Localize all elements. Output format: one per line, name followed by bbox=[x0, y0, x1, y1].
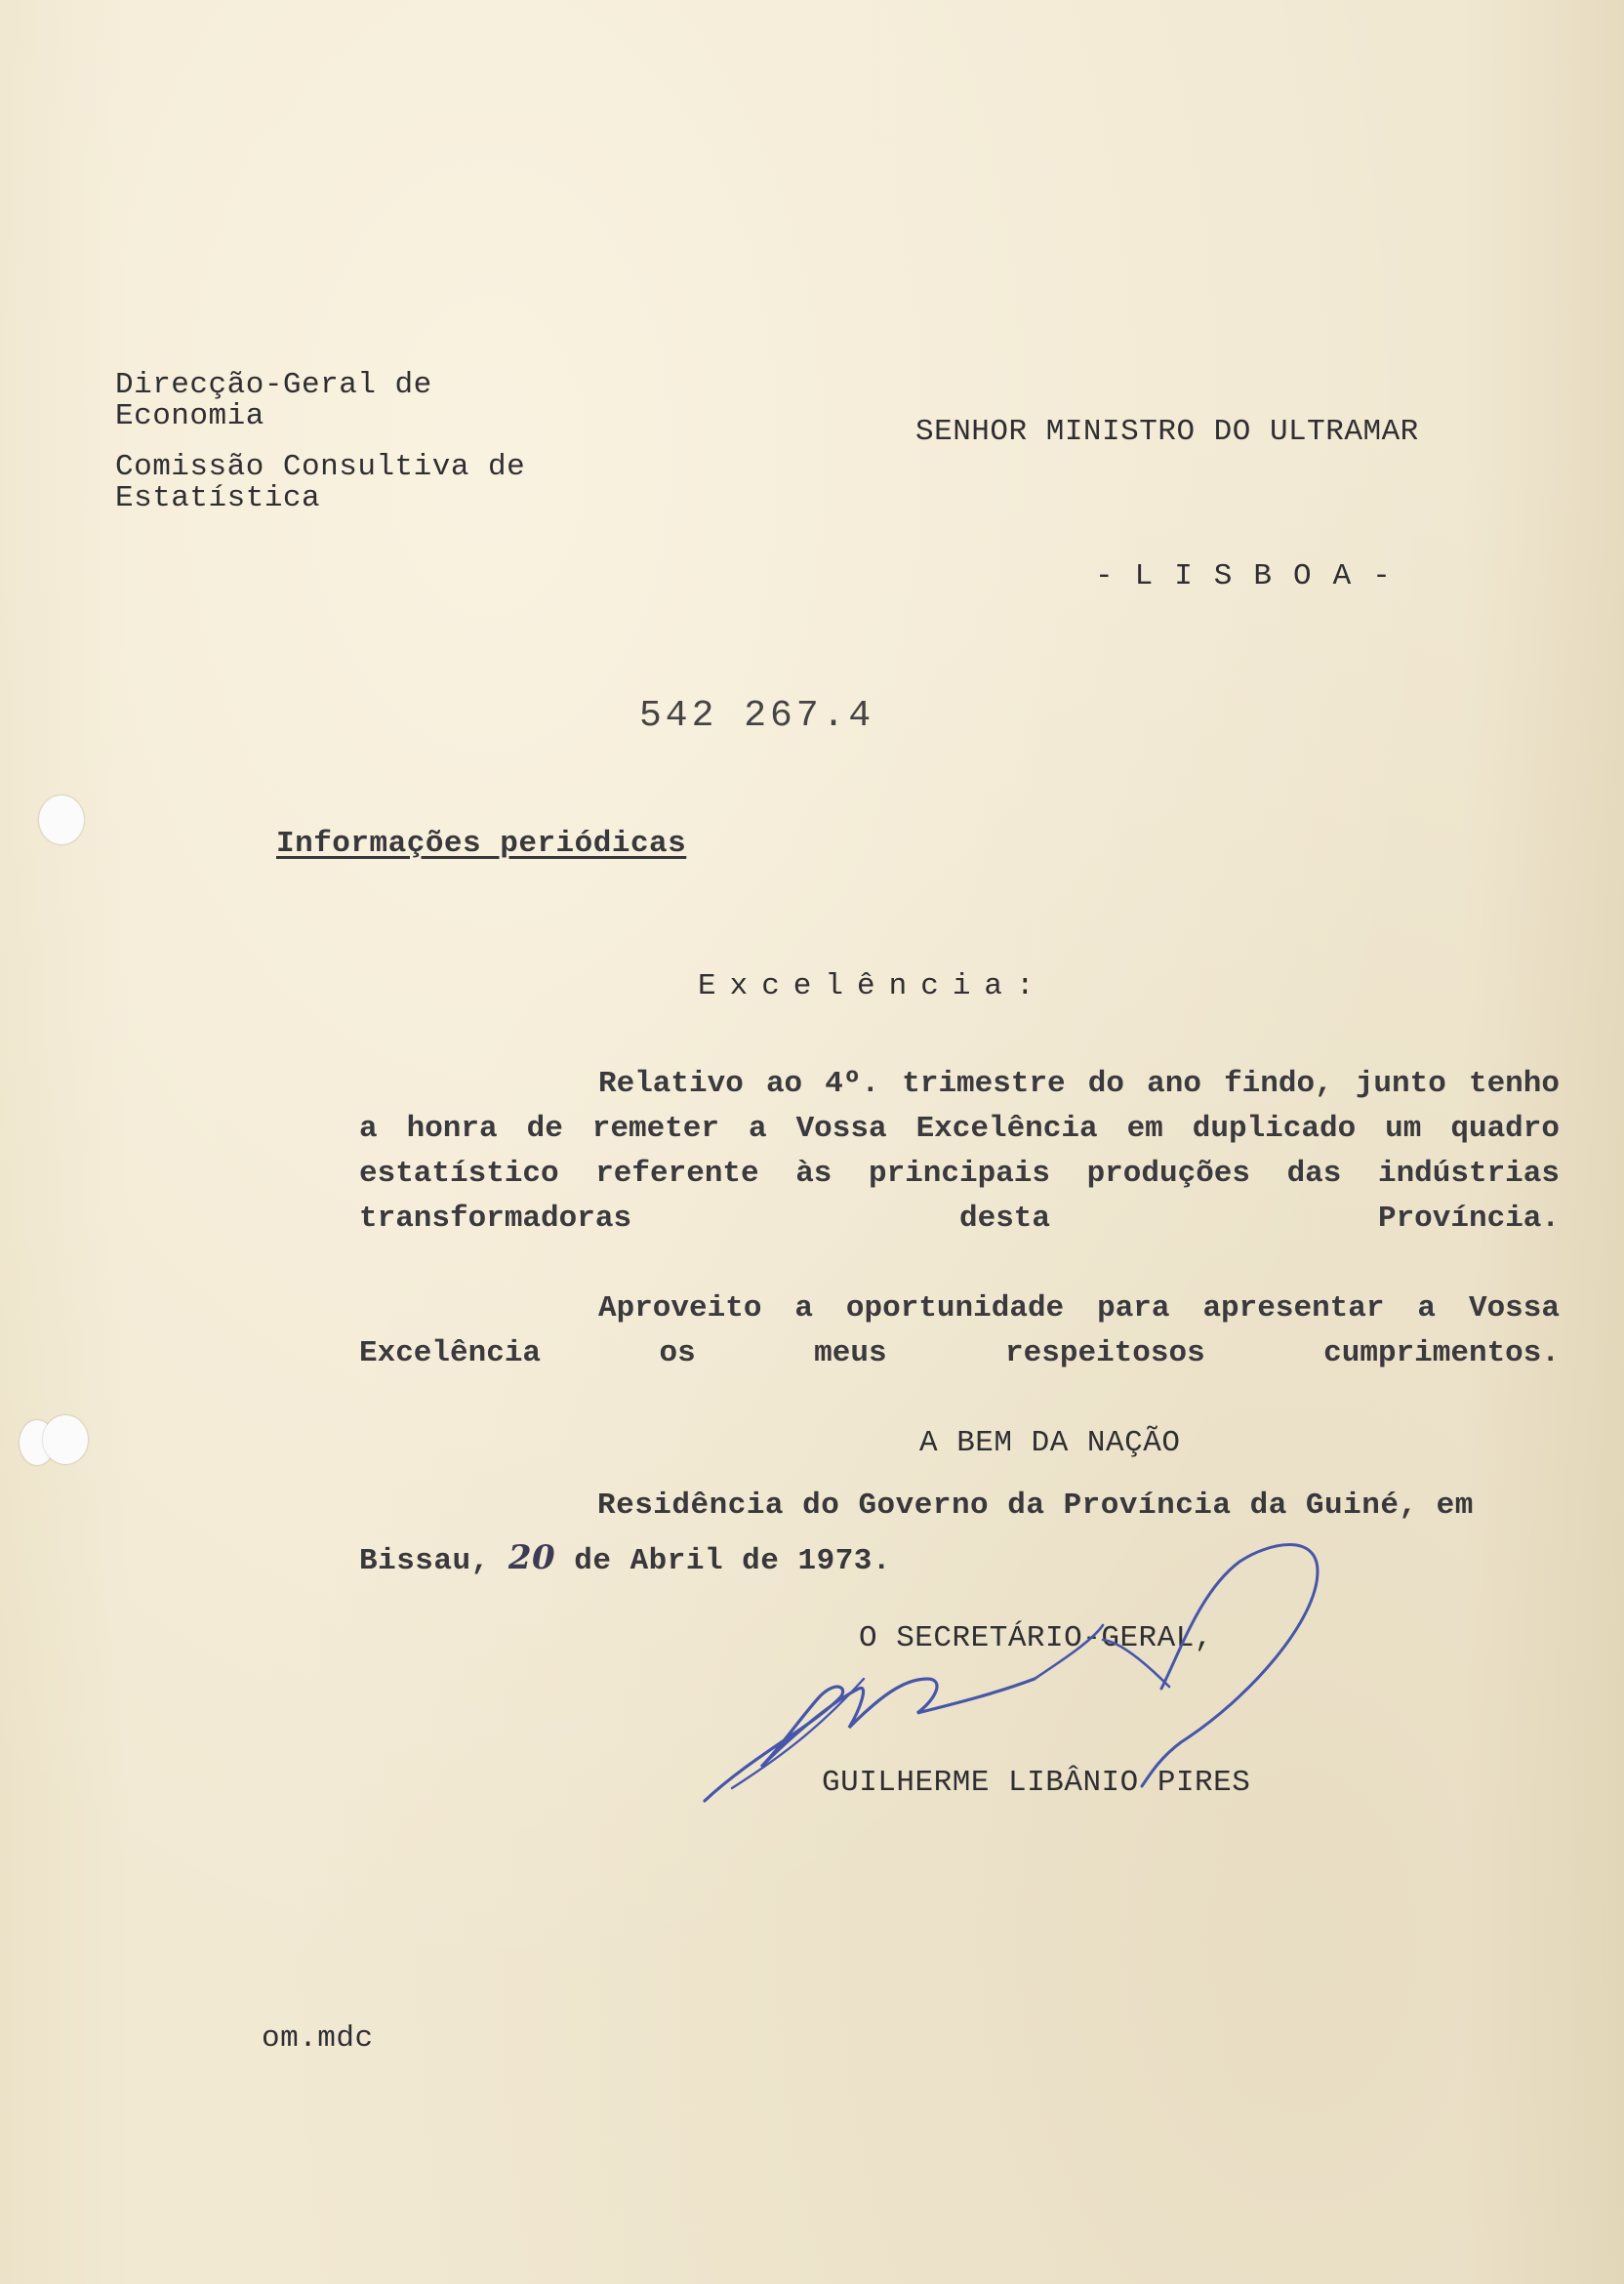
recipient: SENHOR MINISTRO DO ULTRAMAR bbox=[915, 415, 1419, 449]
body-paragraph-1-text: Relativo ao 4º. trimestre do ano findo, junto tenho a honra de remeter a Vossa Excelência em duplicado um quadro estatístico referente às principais produções das indústrias transformadoras desta Província. bbox=[359, 1067, 1560, 1236]
typist-initials: om.mdc bbox=[262, 2021, 374, 2056]
body-paragraph-2 bbox=[359, 1286, 1560, 1421]
reference-number: 542 267.4 bbox=[639, 695, 875, 737]
closing-motto: A BEM DA NAÇÃO bbox=[919, 1426, 1181, 1460]
handwritten-day: 20 bbox=[508, 1538, 556, 1577]
punch-hole-top bbox=[39, 795, 84, 844]
punch-hole-bottom-right bbox=[43, 1415, 88, 1464]
body-paragraph-1 bbox=[359, 1062, 1560, 1286]
body-paragraph-2-text: Aproveito a oportunidade para apresentar a Vossa Excelência os meus respeitosos cumprimentos. bbox=[359, 1291, 1560, 1370]
sender-line-4: Estatística bbox=[115, 481, 321, 515]
salutation: Excelência: bbox=[698, 969, 1048, 1003]
recipient-city: -LISBOA- bbox=[1095, 559, 1412, 593]
signatory-name: GUILHERME LIBÂNIO PIRES bbox=[822, 1766, 1251, 1800]
place-line-1: Residência do Governo da Província da Guiné, em bbox=[597, 1489, 1474, 1523]
handwritten-signature bbox=[693, 1532, 1337, 1825]
sender-line-3: Comissão Consultiva de bbox=[115, 450, 526, 484]
sender-line-2: Economia bbox=[115, 399, 264, 433]
sender-line-1: Direcção-Geral de bbox=[115, 368, 432, 402]
date-suffix: de Abril de 1973. bbox=[555, 1544, 892, 1578]
place-prefix: Bissau, bbox=[359, 1544, 508, 1578]
signatory-title: O SECRETÁRIO-GERAL, bbox=[859, 1621, 1213, 1655]
subject: Informações periódicas bbox=[276, 827, 687, 861]
